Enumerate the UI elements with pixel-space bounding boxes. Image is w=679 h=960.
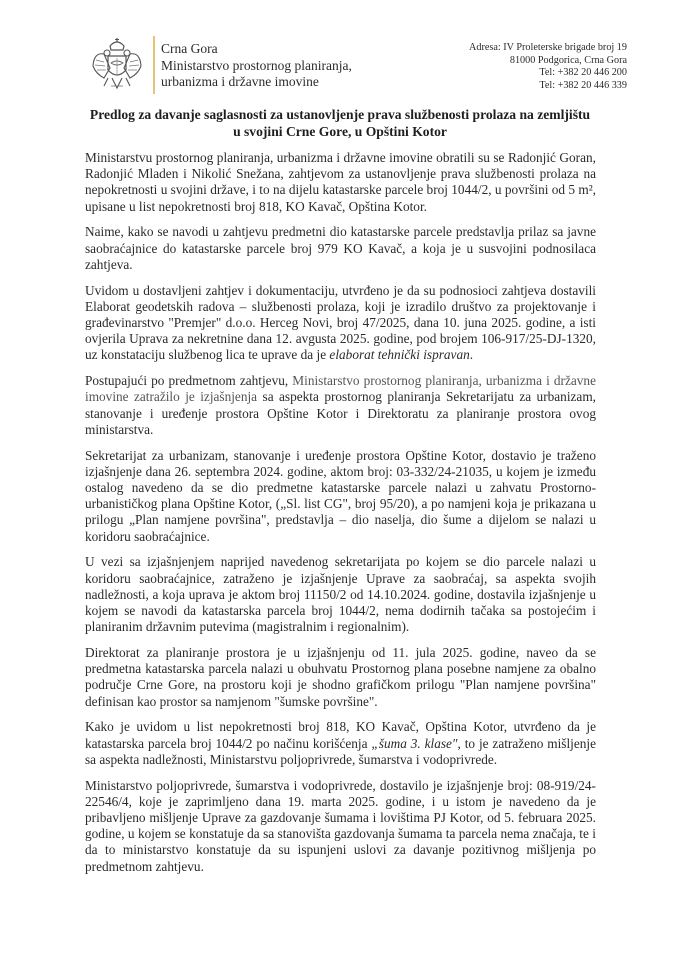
paragraph-8 [85,719,596,768]
org-line-ministry: Ministarstvo prostornog planiranja, [161,57,352,73]
paragraph-7: Direktorat za planiranje prostora je u izjašnjenju od 11. jula 2025. godine, naveo da se predmetna katastarska parcela nalazi u obuhvatu Prostornog plana posebne namjene za obalno područje Crne Gore, na prostoru koji je shodno grafičkom prilogu "Plan namjene površina" definisan kao prostor sa namjenom "šumske površine". [85,645,596,709]
paragraph-1: Ministarstvu prostornog planiranja, urbanizma i državne imovine obratili su se Radonjić Goran, Radonjić Mladen i Nikolić Snežana, zahtjevom za ustanovljenje prava službenosti prolaza na nepokretnosti u svojini države, i to na dijelu katastarske parcele broj 1044/2, u površini od 5 m², upisane u list nepokretnosti broj 818, KO Kavač, Opština Kotor. [85,150,597,214]
address-city: 81000 Podgorica, Crna Gora [509,54,627,66]
contact-address [469,42,627,92]
coat-of-arms-icon [90,36,144,94]
paragraph-4 [85,373,596,438]
header-divider [153,36,155,94]
address-phone-2: Tel: +382 20 446 339 [539,79,627,91]
document-title: Predlog za davanje saglasnosti za ustanovljenje prava službenosti prolaza na zemljištu u svojini Crne Gore, u Opštini Kotor [89,107,591,139]
paragraph-4-highlight: Ministarstvo prostornog planiranja, urbanizma i državne imovine zatražilo je izjašnjenja [85,373,596,405]
paragraph-6: U vezi sa izjašnjenjem naprijed navedenog sekretarijata po kojem se dio parcele nalazi u koridoru saobraćajnice, zatraženo je izjašnjenje Uprave za saobraćaj, sa aspekta svojih nadležnosti, a koja uprava je aktom broj 11150/2 od 14.10.2024. godine, dostavila izjašnjenje u kojem se navodi da katastarska parcela broj 1044/2, nema dodirnih tačaka sa postojećim i planiranim državnim putevima (magistralnim i regionalnim). [85,554,596,635]
paragraph-8-italic: „šuma 3. klase" [371,735,458,751]
paragraph-3-italic: elaborat tehnički ispravan [329,347,470,363]
paragraph-3 [85,283,596,364]
org-line-ministry-cont: urbanizma i državne imovine [161,74,319,89]
address-phone-1: Tel: +382 20 446 200 [539,67,627,78]
paragraph-4-end: sa aspekta prostornog planiranja Sekretarijatu za urbanizam, stanovanje i uređenje prostora Opštine Kotor i Direktoratu za planiranje prostora ovog ministarstva. [85,389,596,437]
paragraph-5: Sekretarijat za urbanizam, stanovanje i uređenje prostora Opštine Kotor, dostavio je traženo izjašnjenje dana 26. septembra 2024. godine, aktom broj: 03-332/24-21035, u kojem je između ostalog navedeno da se dio predmetne katastarske parcele nalazi u zahvatu Prostorno-urbanističkog plana Opštine Kotor, („Sl. list CG", broj 95/20), a po namjeni koja je prikazana u prilogu „Plan namjene površina", predstavlja – dio naselja, dio šume a dijelom se nalazi u koridoru saobraćajnice. [85,447,596,544]
org-line-country: Crna Gora [161,41,218,56]
paragraph-8-text: Kako je uvidom u list nepokretnosti broj 818, KO Kavač, Opština Kotor, utvrđeno da je katastarska parcela broj 1044/2 po načinu korišćenja [85,719,596,751]
organization-name [161,41,352,91]
paragraph-4-text: Postupajući po predmetnom zahtjevu, [85,373,293,389]
paragraph-3-end: . [469,347,474,363]
paragraph-2: Naime, kako se navodi u zahtjevu predmetni dio katastarske parcele predstavlja prilaz sa javne saobraćajnice do katastarske parcele broj 979 KO Kavač, a koja je u susvojini podnosilaca zahtjeva. [85,224,596,272]
address-street: Adresa: IV Proleterske brigade broj 19 [469,42,627,53]
paragraph-9: Ministarstvo poljoprivrede, šumarstva i vodoprivrede, dostavilo je izjašnjenje broj: 08-919/24-22546/4, koje je zaprimljeno dana 19. marta 2025. godine, i u istom je navedeno da je pribavljeno mišljenje Uprave za gazdovanje šumama i lovištima PJ Kotor, od 5. februara 2025. godine, u kojem se konstatuje da sa stanovišta gazdovanja šumama ta parcela nema značaja, te i da to ministarstvo konstatuje da su ispunjeni uslovi za davanje pozitivnog mišljenja po predmetnom zahtjevu. [85,777,596,874]
document-body [85,150,596,884]
paragraph-8-end: , to je zatraženo mišljenje sa aspekta nadležnosti, Ministarstvu poljoprivrede, šumarstva i vodoprivrede. [85,735,596,767]
paragraph-3-text: Uvidom u dostavljeni zahtjev i dokumentaciju, utvrđeno je da su podnosioci zahtjeva dostavili Elaborat geodetskih radova – službenosti prolaza, koji je izradilo društvo za projektovanje i građevinarstvo "Premjer" d.o.o. Herceg Novi, broj 47/2025, dana 10. juna 2025. godine, a isti ovjerila Uprava za nekretnine dana 12. avgusta 2025. godine, pod brojem 106-917/25-DJ-1320, uz konstataciju službenog lica te uprave da je [85,282,596,363]
letterhead [0,0,679,100]
